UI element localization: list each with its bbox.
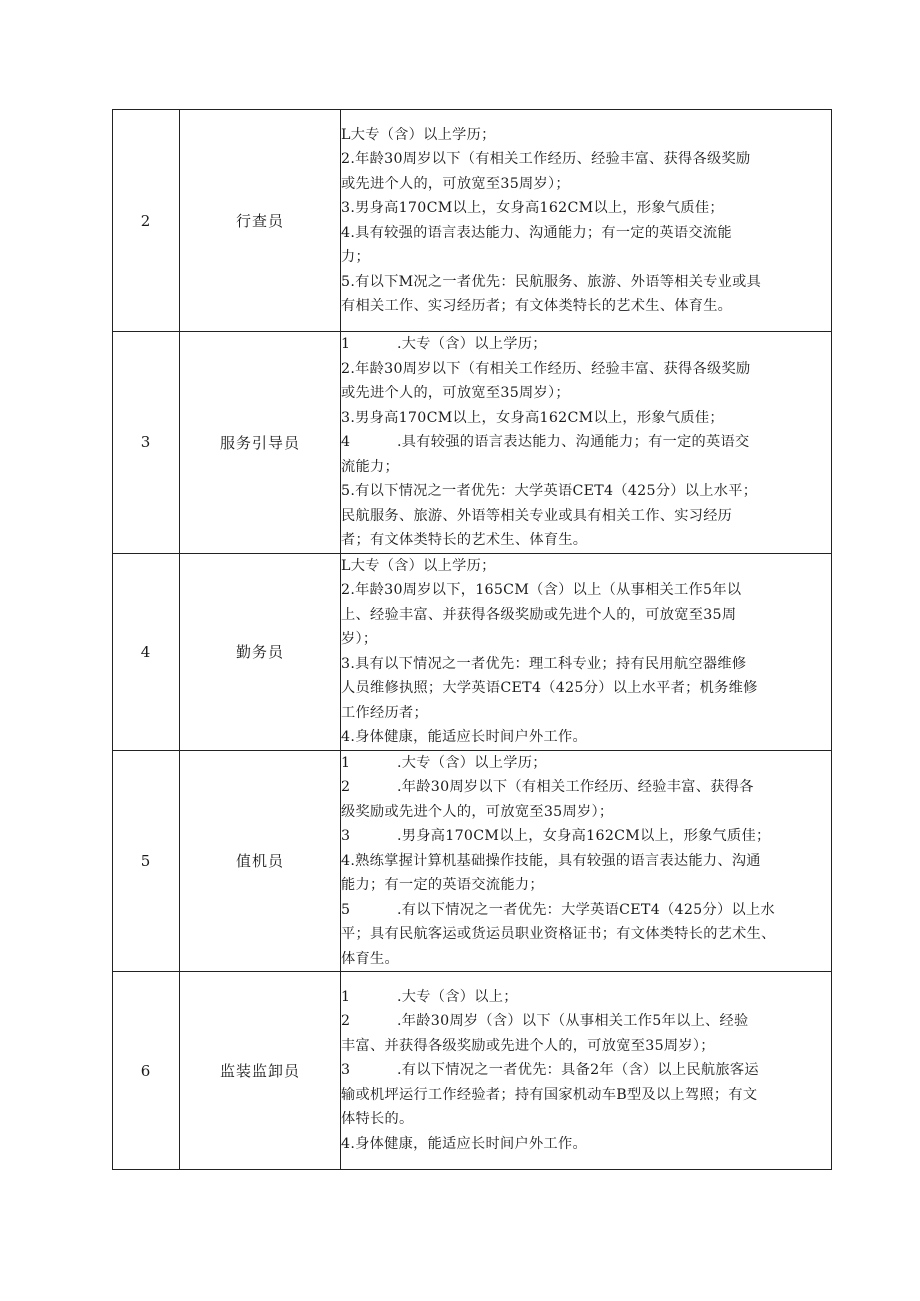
list-number: 2 [341,779,351,795]
position-name: 行查员 [180,110,341,332]
requirement-line: 2.年龄30周岁以下（有相关工作经历、经验丰富、获得各级奖励 [341,151,751,167]
row-number: 5 [113,750,180,972]
requirement-line: 或先进个人的，可放宽至35周岁）； [341,385,570,401]
requirement-line [341,824,831,849]
list-number: 1 [341,336,351,352]
requirement-line: 3.具有以下情况之一者优先：理工科专业；持有民用航空器维修 [341,655,747,672]
row-number: 3 [113,332,180,554]
position-name: 服务引导员 [180,332,341,554]
row-number: 6 [113,972,180,1170]
requirement-text: .有以下情况之一者优先：大学英语CET4（425分）以上水 [397,901,775,918]
table-row [113,972,832,1170]
requirement-line: L大专（含）以上学历； [341,126,496,143]
requirement-line: 民航服务、旅游、外语等相关专业或具有相关工作、实习经历 [341,507,733,524]
row-number: 4 [113,553,180,750]
requirement-line: 有相关工作、实习经历者；有文体类特长的艺术生、体育生。 [341,298,733,314]
requirement-line: 或先进个人的，可放宽至35周岁）； [341,175,570,192]
requirement-line: 流能力； [341,458,399,475]
requirement-text: .年龄30周岁（含）以下（从事相关工作5年以上、经验 [397,1013,749,1030]
requirement-text: .有以下情况之一者优先：具备2年（含）以上民航旅客运 [397,1062,759,1079]
requirements-cell [341,332,832,554]
list-number: 3 [341,828,351,844]
requirement-line: 4.身体健康，能适应长时间户外工作。 [341,729,587,745]
list-number: 4 [341,434,351,450]
requirement-line: 力； [341,249,370,265]
requirement-text: .大专（含）以上； [397,988,518,1005]
requirement-line [341,332,831,357]
requirement-line: 上、经验丰富、并获得各级奖励或先进个人的，可放宽至35周 [341,606,737,623]
requirement-line: 岁）； [341,631,378,647]
requirement-line: 3.男身高170CM以上，女身高162CM以上，形象气质佳； [341,200,724,216]
requirement-line: 4.身体健康，能适应长时间户外工作。 [341,1135,587,1152]
list-number: 2 [341,1013,351,1030]
requirement-line [341,1009,831,1034]
requirement-line: 4.熟练掌握计算机基础操作技能，具有较强的语言表达能力、沟通 [341,852,761,869]
requirement-line: L大专（含）以上学历； [341,557,496,574]
requirement-text: .男身高170CM以上，女身高162CM以上，形象气质佳； [397,828,771,844]
requirement-text: .大专（含）以上学历； [397,754,547,771]
requirement-line [341,775,831,800]
requirement-line [341,898,831,923]
requirement-line: 5.有以下M况之一者优先：民航服务、旅游、外语等相关专业或具 [341,273,762,290]
requirements-cell [341,750,832,972]
requirement-line: 丰富、并获得各级奖励或先进个人的，可放宽至35周岁）； [341,1037,715,1054]
requirement-line [341,985,831,1010]
requirement-line: 体育生。 [341,950,399,967]
requirement-line [341,430,831,455]
position-name: 勤务员 [180,553,341,750]
requirement-line: 2.年龄30周岁以下，165CM（含）以上（从事相关工作5年以 [341,582,742,598]
requirement-line: 人员维修执照；大学英语CET4（425分）以上水平者；机务维修 [341,680,758,696]
requirement-line: 工作经历者； [341,704,428,721]
requirement-line: 平；具有民航客运或货运员职业资格证书；有文体类特长的艺术生、 [341,926,776,942]
requirement-text: .年龄30周岁以下（有相关工作经历、经验丰富、获得各 [397,779,754,795]
requirement-line: 能力；有一定的英语交流能力； [341,877,544,893]
list-number: 1 [341,754,351,771]
requirement-line: 级奖励或先进个人的，可放宽至35周岁）； [341,803,614,820]
requirement-text: .具有较强的语言表达能力、沟通能力；有一定的英语交 [397,434,750,450]
requirement-line: 体特长的。 [341,1111,414,1128]
requirements-cell [341,972,832,1170]
position-name: 监装监卸员 [180,972,341,1170]
requirement-line: 者；有文体类特长的艺术生、体育生。 [341,532,588,548]
requirement-line: 3.男身高170CM以上，女身高162CM以上，形象气质佳； [341,409,724,426]
requirements-cell [341,553,832,750]
position-name: 值机员 [180,750,341,972]
list-number: 1 [341,988,351,1005]
requirement-line [341,1058,831,1083]
requirements-table [112,109,832,1170]
requirement-line: 输或机坪运行工作经验者；持有国家机动车B型及以上驾照；有文 [341,1086,758,1103]
table-row [113,110,832,332]
list-number: 5 [341,901,351,918]
requirement-line: 4.具有较强的语言表达能力、沟通能力；有一定的英语交流能 [341,224,732,241]
row-number: 2 [113,110,180,332]
table-row [113,750,832,972]
requirement-line [341,751,831,776]
requirement-line: 2.年龄30周岁以下（有相关工作经历、经验丰富、获得各级奖励 [341,360,751,377]
table-row [113,553,832,750]
requirement-line: 5.有以下情况之一者优先：大学英语CET4（425分）以上水平； [341,483,758,499]
requirements-cell [341,110,832,332]
requirement-text: .大专（含）以上学历； [397,336,547,352]
table-row [113,332,832,554]
list-number: 3 [341,1062,351,1079]
